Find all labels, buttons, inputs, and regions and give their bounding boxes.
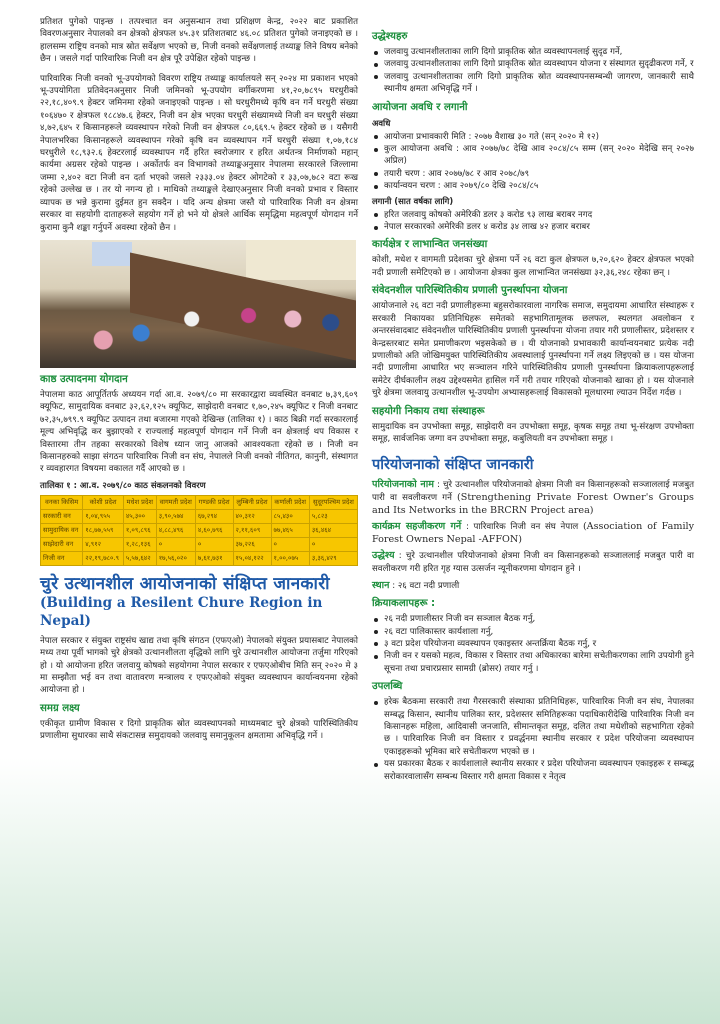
table-row bbox=[41, 509, 358, 523]
table-header: कर्णाली प्रदेश bbox=[271, 495, 309, 509]
list-item: कार्यान्वयन चरण : आव २०७९/८० देखि २०८४/८५ bbox=[384, 180, 694, 192]
project-name-english: (Strengthening Private Forest Owner's Groups and Its Networks in the BRCRN Project area) bbox=[372, 491, 694, 516]
table-cell: १,०४,९५५ bbox=[83, 509, 124, 523]
table-cell: निजी वन bbox=[41, 551, 83, 565]
goal-paragraph: एकीकृत ग्रामीण विकास र दिगो प्राकृतिक स्रोत व्यवस्थापनको माध्यमबाट चुरे क्षेत्रको पारिस्थितिकीय प्रणालीमा सुधारका साथै संकटासन्न समुदायको जलवायु समानुकूलन क्षमतामा अभिवृद्धि गर्ने । bbox=[40, 718, 358, 742]
location-value: : २६ वटा नदी प्रणाली bbox=[389, 580, 460, 591]
achievements-heading: उपलब्धि bbox=[372, 681, 403, 693]
table-cell: ८५,४३० bbox=[271, 509, 309, 523]
projector-screen bbox=[92, 242, 132, 266]
list-item: ३ वटा प्रदेश परियोजना व्यवस्थापन एकाइस्तर अन्तर्क्रिया बैठक गर्नु, र bbox=[384, 638, 694, 650]
table-header: वागमती प्रदेश bbox=[156, 495, 195, 509]
table-row bbox=[41, 523, 358, 537]
facilitator-label: कार्यक्रम सहजीकरण गर्ने bbox=[372, 521, 462, 533]
table-cell: १८,७७,५५९ bbox=[83, 523, 124, 537]
table-cell: ३६,४६४ bbox=[309, 523, 357, 537]
table-header: मधेश प्रदेश bbox=[123, 495, 156, 509]
meeting-photo bbox=[40, 240, 356, 368]
table-caption: तालिका १ : आ.व. २०७९/८० काठ संकलनको विवरण bbox=[40, 479, 206, 490]
list-item: निजी वन र यसको महत्व, विकास र विस्तार तथा अधिकारका बारेमा सचेतीकरणका लागि उपयोगी हुने सूचना तथा प्रचारप्रसार सामग्री (ब्रोसर) तयार गर्नु । bbox=[384, 651, 694, 674]
list-item: कुल आयोजना अवधि : आव २०७७/७८ देखि आव २०८४/८५ सम्म (सन् २०२० मेदेखि सन् २०२७ अप्रिल) bbox=[384, 144, 694, 167]
table-row bbox=[41, 551, 358, 565]
activities-heading: क्रियाकलापहरू : bbox=[372, 598, 436, 610]
project-name-value: : चुरे उत्थानशील परियोजनाको क्षेत्रमा निजी वन किसानहरूको सञ्जाललाई मजबुत पारी वा सवलीकरण गर्ने bbox=[372, 480, 694, 503]
partners-heading: सहयोगी निकाय तथा संस्थाहरू bbox=[372, 405, 485, 417]
table-cell: ४,६०,७९६ bbox=[195, 523, 233, 537]
table-cell: ० bbox=[156, 537, 195, 551]
project-name bbox=[372, 479, 694, 517]
table-cell: ४,९१२ bbox=[83, 537, 124, 551]
table-cell: सरकारी वन bbox=[41, 509, 83, 523]
list-item: जलवायु उत्थानशीलताका लागि दिगो प्राकृतिक स्रोत व्यवस्थापनलाई सुदृढ गर्ने, bbox=[384, 46, 694, 58]
facilitator-value: : पारिवारिक निजी वन संघ नेपाल bbox=[461, 522, 583, 533]
table-header: सुदूरपश्चिम प्रदेश bbox=[309, 495, 357, 509]
duration-heading: आयोजना अवधि र लगानी bbox=[372, 101, 468, 113]
timber-paragraph: नेपालमा काठ आपूर्तितर्फ अध्ययन गर्दा आ.व. २०७९/८० मा सरकारद्वारा व्यवस्थित वनबाट ७,३९,६०९ क्यूफिट, सामुदायिक वनबाट ३२,६२,१२५ क्यूफिट, साझेदारी वनबाट १,७०,२४५ क्यूफिट र निजी वनबाट ७२,३५,७९९.९ क्यूफिट उत्पादन तथा बजारमा गएको देखिन्छ (तालिका १) । काठ बिक्री गर्दा सरकारलाई मूल्य अभिवृद्धि कर बुझाएको र राज्यलाई महत्वपूर्ण योगदान गर्ने निजी वन क्षेत्रलाई थप विकास र विस्तारमा तीन तहका सरकारको विशेष ध्यान जानु आजको आवश्यकता रहेको छ । निजी वन किसानहरुको साझा संगठन पारिवारिक निजी वन संघ, नेपालले निजी वनको नीतिगत, कानुनी, संस्थागत र व्यवहारगत विषयमा वकालत गर्दै आएको छ । bbox=[40, 389, 358, 475]
table-cell: १,००,०७५ bbox=[271, 551, 309, 565]
table-cell: ४,८८,४९६ bbox=[156, 523, 195, 537]
activities-list bbox=[372, 613, 694, 675]
project-title: परियोजनाको संक्षिप्त जानकारी bbox=[372, 457, 534, 474]
table-cell: ० bbox=[309, 537, 357, 551]
table-cell: ७७,४६५ bbox=[271, 523, 309, 537]
area-heading: कार्यक्षेत्र र लाभान्वित जनसंख्या bbox=[372, 239, 488, 251]
objectives-list bbox=[372, 46, 694, 96]
table-cell: ६७,२९४ bbox=[195, 509, 233, 523]
list-item: नेपाल सरकारको अमेरिकी डलर ४ करोड ३४ लाख ४२ हजार बराबर bbox=[384, 221, 694, 233]
list-item: आयोजना प्रभावकारी मिति : २०७७ वैशाख ३० गते (सन् २०२० मे १२) bbox=[384, 131, 694, 143]
purpose bbox=[372, 550, 694, 575]
table-cell: ७,६१,७३१ bbox=[195, 551, 233, 565]
location-label: स्थान bbox=[372, 579, 390, 591]
investment-list bbox=[372, 209, 694, 234]
purpose-label: उद्धेश्य bbox=[372, 550, 395, 562]
facilitator-english: (Association of Family Forest Owners Nepal -AFFON) bbox=[372, 521, 694, 545]
table-cell: ४५,३०० bbox=[123, 509, 156, 523]
table-cell: ३,३६,४२९ bbox=[309, 551, 357, 565]
objectives-heading: उद्धेश्यहरु bbox=[372, 31, 408, 42]
table-header: कोशी प्रदेश bbox=[83, 495, 124, 509]
table-cell: १७,५६,०२० bbox=[156, 551, 195, 565]
table-header: लुम्बिनी प्रदेश bbox=[233, 495, 271, 509]
table-cell: ० bbox=[195, 537, 233, 551]
purpose-value: : चुरे उत्थानशील परियोजनाको क्षेत्रमा निजी वन किसानहरूको सञ्जाललाई मजबुत पारी वा सवलीकरण गरी हरित गृह ग्यास उत्सर्जन न्यूनीकरणमा योगदान हुने । bbox=[372, 551, 694, 574]
table-cell: २,११,६०९ bbox=[233, 523, 271, 537]
list-item: हरित जलवायु कोषको अमेरिकी डलर ३ करोड ९३ लाख बराबर नगद bbox=[384, 209, 694, 221]
facilitator bbox=[372, 521, 694, 546]
table-cell: २२,१९,७८०.९ bbox=[83, 551, 124, 565]
location bbox=[372, 580, 694, 593]
table-cell: सामुदायिक वन bbox=[41, 523, 83, 537]
area-paragraph: कोशी, मधेश र वागमती प्रदेशका चुरे क्षेत्रमा पर्ने २६ वटा कुल क्षेत्रफल ७,२०,६२० हेक्टर क्षेत्रफल भएको नदी प्रणाली समेटिएको छ । आयोजना क्षेत्रका कुल लाभान्वित जनसंख्या ३२,३६,२४८ रहेका छन् । bbox=[372, 255, 694, 278]
restoration-paragraph: आयोजनाले २६ वटा नदी प्रणालीहरूमा बहुसरोकारवाला नागरिक समाज, समुदायमा आधारित संस्थाहरू र सरकारी निकायका प्रतिनिधिहरू समेतको सहभागितामूलक छलफल, स्थलगत अवलोकन र अन्तरसंवादबाट संवेदनशील पारिस्थितिकीय प्रणाली पुनर्स्थापना योजना तयार गरी प्रणालीस्तर, प्रदेशस्तर र केन्द्रस्तरबाट समेत प्रमाणीकरण भइसकेको छ । यी योजनाको प्रभावकारी कार्यान्वयनबाट प्रत्येक नदी प्रणालीको अति जोखिमयुक्त पारिस्थितिकीय अवस्थालाई पुनर्स्थापना गर्ने लक्ष्य लिइएको छ । यस योजना नदी प्रणालीमा आधारित भए सञ्चालन गरिने पारिस्थितिकीय प्रणाली पुनर्स्थापना क्रियाकलापहरूलाई समेटेर दीर्घकालीन लक्ष्य उद्देश्यसमेत हासिल गर्ने गरी तयार गरिएको योजनाको खाका हो । यस योजनाले चुरे क्षेत्रमा जलवायु उत्थानशील भू-उपयोग अभ्यासहरूलाई विकासको मूलधारमा ल्याउन निर्देश गर्दछ । bbox=[372, 301, 694, 399]
list-item: तयारी चरण : आव २०७७/७८ र आव २०७८/७९ bbox=[384, 168, 694, 180]
project-name-label: परियोजनाको नाम bbox=[372, 479, 434, 491]
table-header: वनका किसिम bbox=[41, 495, 83, 509]
table-cell: ५,८२३ bbox=[309, 509, 357, 523]
list-item: हरेक बैठकमा सरकारी तथा गैरसरकारी संस्थाका प्रतिनिधिहरू, पारिवारिक निजी वन संघ, नेपालका सम्बद्ध किसान, स्थानीय पालिका स्तर, प्रदेशस्तर समितिहरूका पदाधिकारीदेखि पारिवारिक निजी वन किसानहरू महिला, आदिवासी जनजाति, सीमान्तकृत समूह, दलित तथा मधेशीको सहभागिता रहेको छ । पारिवारिक निजी वन विस्तार र प्रवर्द्धनमा स्थानीय सरकार र प्रदेश परियोजना व्यवस्थापन एकाइहरूको भूमिका बारे सचेतीकरण भएको छ । bbox=[384, 697, 694, 757]
table-cell: ३७,२२६ bbox=[233, 537, 271, 551]
table-cell: १५,०४,१२२ bbox=[233, 551, 271, 565]
partners-paragraph: सामुदायिक वन उपभोक्ता समूह, साझेदारी वन उपभोक्ता समूह, कृषक समूह तथा भू-संरक्षण उपभोक्ता समूह, सार्वजनिक जग्गा वन उपभोक्ता समूह, कबुलियती वन उपभोक्ता समूह । bbox=[372, 421, 694, 444]
timber-heading: काष्ठ उत्पादनमा योगदान bbox=[40, 373, 128, 385]
duration-subheading: अवधि bbox=[372, 117, 391, 128]
achievements-list bbox=[372, 696, 694, 783]
list-item: यस प्रकारका बैठक र कार्यशालाले स्थानीय सरकार र प्रदेश परियोजना व्यवस्थापन एकाइहरू र सम्बद्ध सरोकारवालासँग सम्बन्ध विस्तार गरी क्षमता विकास र नेतृत्व bbox=[384, 759, 694, 782]
chure-title: चुरे उत्थानशील आयोजनाको संक्षिप्त जानकारी bbox=[40, 573, 330, 594]
duration-list bbox=[372, 131, 694, 193]
list-item: २६ वटा पालिकास्तर कार्यशाला गर्नु, bbox=[384, 626, 694, 638]
table-cell: ३,९०,५७४ bbox=[156, 509, 195, 523]
list-item: जलवायु उत्थानशीलताका लागि दिगो प्राकृतिक स्रोत व्यवस्थापनसम्बन्धी जागरण, जानकारी साथै स्थानीय क्षमता अभिवृद्धि गर्ने । bbox=[384, 71, 694, 95]
chure-paragraph: नेपाल सरकार र संयुक्त राष्ट्रसंघ खाद्य तथा कृषि संगठन (एफएओ) नेपालको संयुक्त प्रयासबाट नेपालको मध्य तथा पूर्वी भागको चुरे क्षेत्रको उत्थानशीलता वृद्धिको लागि चुरे उत्थानशील आयोजना तर्जुमा गरिएको हो । यो आयोजना हरित जलवायु कोषको सहयोगमा नेपाल सरकार र एफएओबीच मिति सन् २०२० मे ३ मा सम्झौता भई वन तथा वातावरण मन्त्रालय र एफएओको संयुक्त व्यवस्थापन कार्यान्वयनमा रहेको आयोजना हो । bbox=[40, 635, 358, 696]
table-row bbox=[41, 537, 358, 551]
investment-subheading: लगानी (सात वर्षका लागि) bbox=[372, 195, 454, 206]
intro-paragraph: प्रतिशत पुगेको पाइन्छ । तत्पश्चात वन अनुसन्धान तथा प्रशिक्षण केन्द्र, २०२२ बाट प्रकाशित विवरणअनुसार नेपालको वन क्षेत्रको क्षेत्रफल ४५.३१ प्रतिशतबाट ४६.०८ प्रतिशत पुगेको जनाइएको छ । हालसम्म राष्ट्रिय वनको मात्र स्रोत सर्वेक्षण भएको छ, निजी वनको सर्वेक्षणलाई तथ्याङ्क लिने विषय बनेको छैन । जसले गर्दा पारिवारिक निजी वन क्षेत्र पूरै उपेक्षित रहेको पाइन्छ । bbox=[40, 17, 358, 65]
list-item: जलवायु उत्थानशीलताका लागि दिगो प्राकृतिक स्रोत व्यवस्थापन योजना र संस्थागत सुदृढीकरण गर्ने, र bbox=[384, 59, 694, 70]
chure-subtitle: (Building a Resilent Chure Region in Nepal) bbox=[40, 594, 323, 629]
table-cell: ० bbox=[271, 537, 309, 551]
meeting-participants bbox=[40, 298, 356, 368]
restoration-heading: संवेदनशील पारिस्थितिकीय प्रणाली पुनर्स्थापना योजना bbox=[372, 285, 568, 297]
table-cell: साझेदारी वन bbox=[41, 537, 83, 551]
list-item: २६ नदी प्रणालीस्तर निजी वन सञ्जाल बैठक गर्नु, bbox=[384, 613, 694, 625]
table-cell: ५,५७,६४२ bbox=[123, 551, 156, 565]
timber-collection-table bbox=[40, 495, 358, 566]
table-cell: १,२८,१३६ bbox=[123, 537, 156, 551]
right-column bbox=[372, 16, 694, 783]
left-column bbox=[40, 16, 358, 743]
table-cell: ४०,३१२ bbox=[233, 509, 271, 523]
table-cell: १,०९,८९६ bbox=[123, 523, 156, 537]
table-header-row bbox=[41, 495, 358, 509]
table-header: गण्डकी प्रदेश bbox=[195, 495, 233, 509]
goal-heading: समग्र लक्ष्य bbox=[40, 702, 80, 714]
land-use-paragraph: पारिवारिक निजी वनको भू-उपयोगको विवरण राष्ट्रिय तथ्याङ्क कार्यालयले सन् २०२४ मा प्रकाशन भएको भू-उपयोगिता प्रतिवेदनअनुसार निजी जमिनको भू-उपयोग वर्गीकरणमा ४१,२०,७८९५ घरधुरीको २२,१८,४०९.९ हेक्टर जमिनमा रहेको जनाइएको पाइन्छ । सो घरधुरीमध्ये कृषि वन गर्ने घरधुरी संख्या १०६४७० र क्षेत्रफल १८८४७.६ हेक्टर, निजी वन क्षेत्र भएका घरधुरी संख्यामध्ये निजी वन घरधुरी संख्या ४,७२,६४५ र किसानहरूले व्यवस्थापन गरेको निजी वन क्षेत्रफल ८०,६६९.५ हेक्टर रहेको छ । यसैगरी नेपालभरिका किसानहरूले व्यवस्थापन गरेको कृषि वन व्यवस्थापन गर्ने घरधुरी संख्या १,०७,१८४ घरधुरीले १८,९३२.६ हेक्टरलाई व्यवस्थापन गर्दै हरित स्वरोजगार र हरित अर्थतन्त्र निर्माणको महान् कार्यमा अग्रसर रहेको पाइन्छ । अर्कोतर्फ वन विभागको तथ्याङ्कअनुसार नेपालमा सरकारले जिल्लामा जम्मा २,४०२ वटा निजी वन दर्ता भएको जसले २३३३.०४ हेक्टर ओगटेको र ३३,०७,७८२ वटा रूख रहेको उल्लेख छ । तर यो नगन्य हो । माथिको तथ्याङ्कले देखाएअनुसार निजी वनको प्रभाव र विस्तार व्यापक छ भन्ने कुरामा दुईमत हुन सक्दैन । यदि अन्य क्षेत्रमा जस्तै यो पारिवारिक निजी वन क्षेत्रमा सरकार वा सहयोगी दाताहरूले सहयोग गर्ने हो भने यो क्षेत्रले आर्थिक समृद्धिमा महत्वपूर्ण योगदान गर्ने कुरामा कुनै शङ्का गर्नुपर्ने अवस्था रहेको छैन । bbox=[40, 73, 358, 233]
